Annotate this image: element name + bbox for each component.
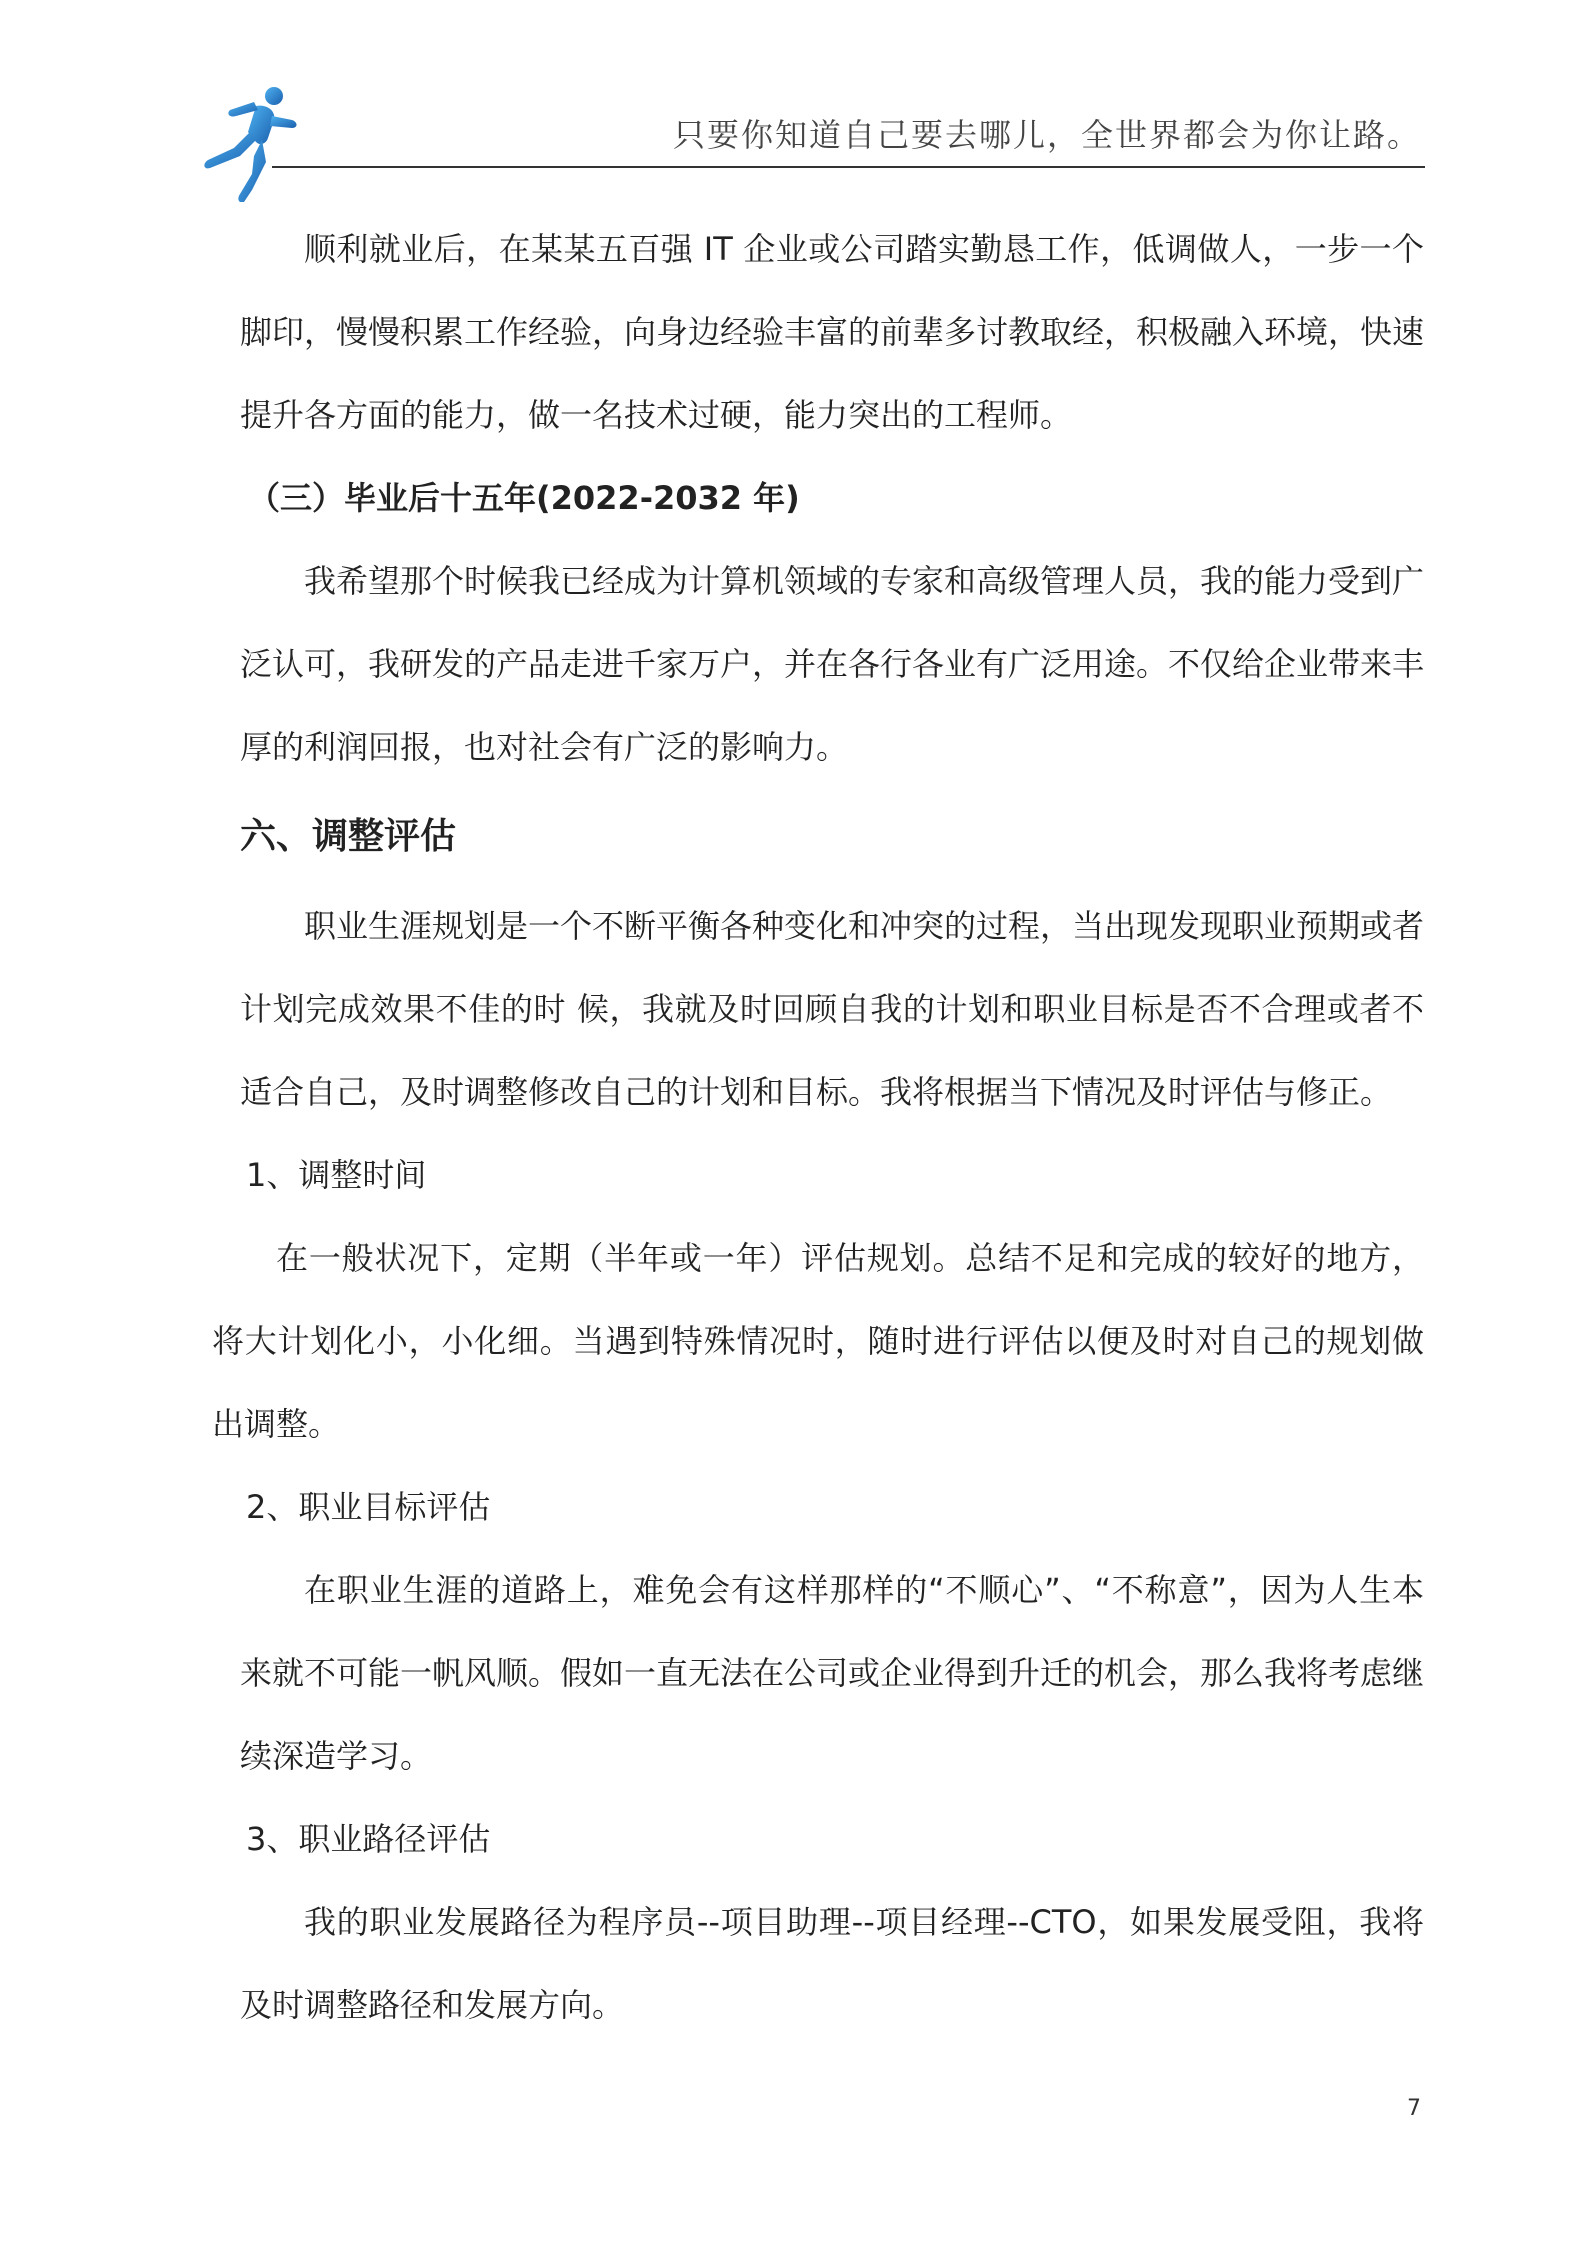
item-heading-goal-evaluation: 2、职业目标评估 (246, 1488, 491, 1526)
header-divider (272, 166, 1425, 168)
section-heading-adjust-evaluate: 六、调整评估 (240, 816, 457, 857)
item-heading-path-evaluation: 3、职业路径评估 (246, 1820, 491, 1858)
running-man-logo-icon (196, 86, 306, 202)
subheading-fifteen-years: （三）毕业后十五年(2022-2032 年) (248, 479, 800, 517)
paragraph-career-planning: 职业生涯规划是一个不断平衡各种变化和冲突的过程，当出现发现职业预期或者计划完成效果不佳的时 候，我就及时回顾自我的计划和职业目标是否不合理或者不适合自己，及时调整修改自己的计划和目标。我将根据当下情况及时评估与修正。 (240, 907, 1425, 1111)
paragraph-employment: 顺利就业后，在某某五百强 IT 企业或公司踏实勤恳工作，低调做人，一步一个脚印，慢慢积累工作经验，向身边经验丰富的前辈多讨教取经，积极融入环境，快速提升各方面的能力，做一名技术过硬，能力突出的工程师。 (240, 230, 1425, 434)
paragraph-expert-goal: 我希望那个时候我已经成为计算机领域的专家和高级管理人员，我的能力受到广泛认可，我研发的产品走进千家万户，并在各行各业有广泛用途。不仅给企业带来丰厚的利润回报，也对社会有广泛的影响力。 (240, 562, 1425, 766)
document-body (212, 208, 1425, 2047)
page-number: 7 (1407, 2096, 1421, 2121)
header-motto: 只要你知道自己要去哪儿，全世界都会为你让路。 (672, 116, 1421, 154)
paragraph-goal-evaluation: 在职业生涯的道路上，难免会有这样那样的“不顺心”、“不称意”，因为人生本来就不可能一帆风顺。假如一直无法在公司或企业得到升迁的机会，那么我将考虑继续深造学习。 (240, 1571, 1425, 1775)
paragraph-adjust-time: 在一般状况下，定期（半年或一年）评估规划。总结不足和完成的较好的地方，将大计划化小，小化细。当遇到特殊情况时，随时进行评估以便及时对自己的规划做出调整。 (212, 1239, 1424, 1443)
item-heading-adjust-time: 1、调整时间 (246, 1156, 427, 1194)
paragraph-path-evaluation: 我的职业发展路径为程序员--项目助理--项目经理--CTO，如果发展受阻，我将及时调整路径和发展方向。 (240, 1903, 1424, 2024)
